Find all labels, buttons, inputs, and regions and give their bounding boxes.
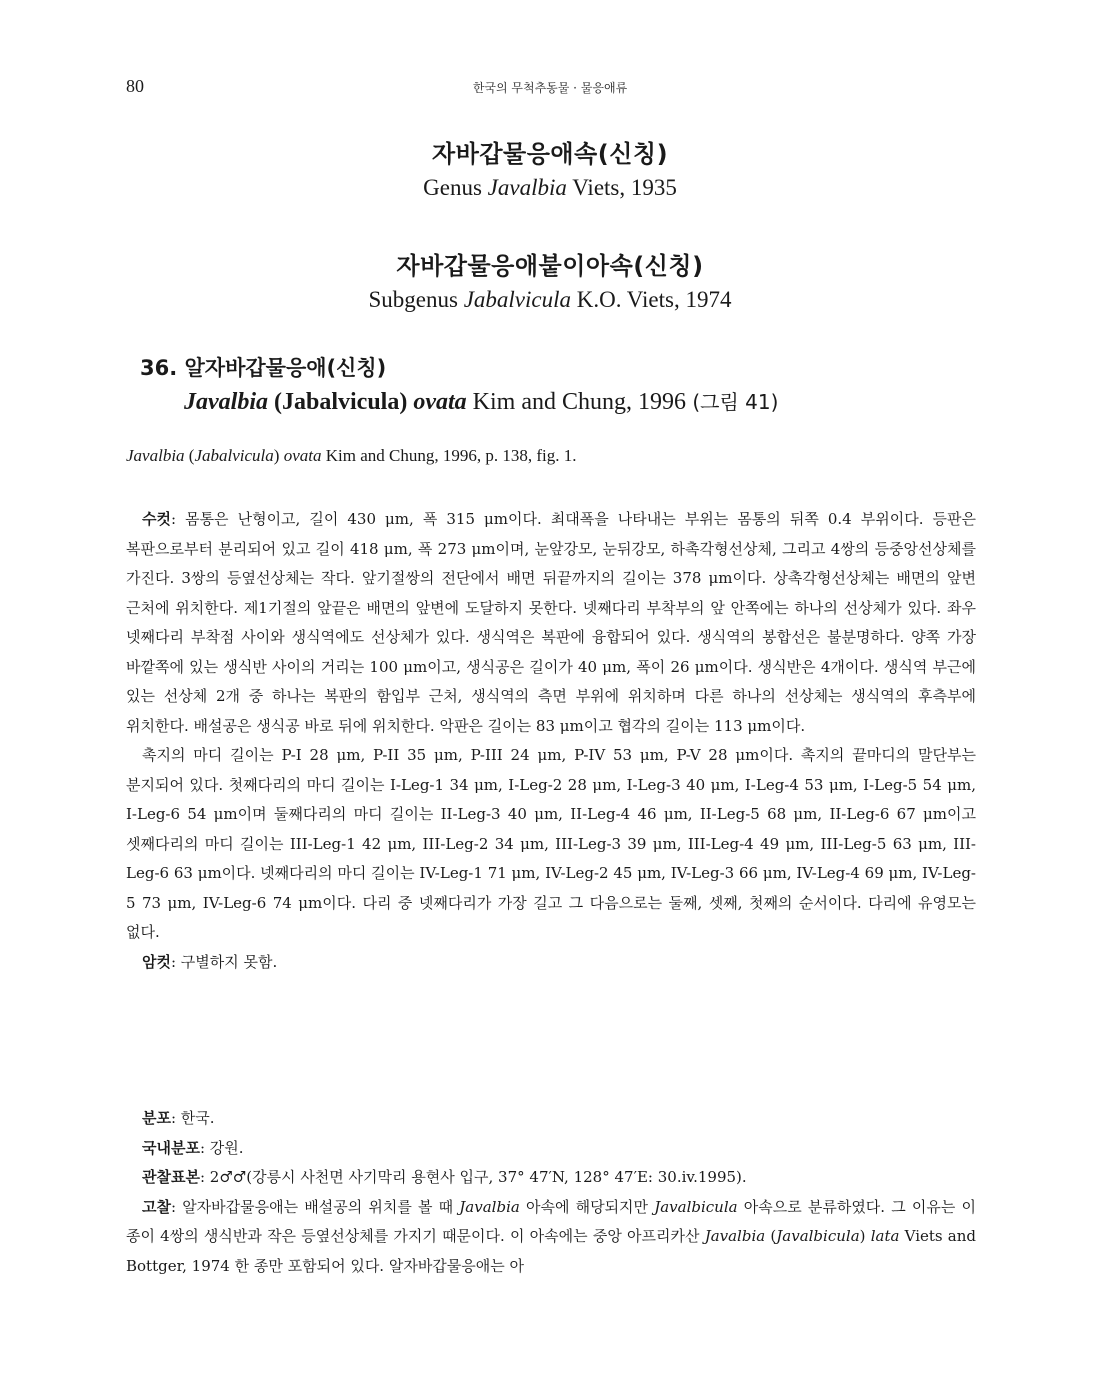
genus-latin-name: Genus Javalbia Viets, 1935 — [423, 175, 677, 200]
distribution-section — [126, 1104, 976, 1281]
page-number: 80 — [126, 76, 144, 96]
figure-reference: (그림 41) — [686, 390, 779, 414]
genus-korean-name: 자바갑물응애속(신칭) — [431, 140, 669, 168]
remarks: 고찰: 알자바갑물응애는 배설공의 위치를 볼 때 Javalbia 아속에 해당되지만 Javalbicula 아속으로 분류하였다. 그 이유는 이 종이 4쌍의 생식반과 작은 등옆선상체를 가지기 때문이다. 이 아속에는 중앙 아프리카산 Javalbia (Javalbicula) lata Viets and Bottger, 1974 한 종만 포함되어 있다. 알자바갑물응애는 아 — [126, 1197, 976, 1275]
male-description: 수컷: 몸통은 난형이고, 길이 430 μm, 폭 315 μm이다. 최대폭을 나타내는 부위는 몸통의 뒤쪽 0.4 부위이다. 등판은 복판으로부터 분리되어 있고 길이 418 μm, 폭 273 μm이며, 눈앞강모, 눈뒤강모, 하촉각형선상체, 그리고 4쌍의 등중앙선상체를 가진다. 3쌍의 등옆선상체는 작다. 앞기절쌍의 전단에서 배면 뒤끝까지의 길이는 378 μm이다. 상촉각형선상체는 배면의 앞변 근처에 위치한다. 제1기절의 앞끝은 배면의 앞변에 도달하지 못한다. 넷째다리 부착부의 앞 안쪽에는 하나의 선상체가 있다. 좌우 넷째다리 부착점 사이와 생식역에도 선상체가 있다. 생식역은 복판에 융합되어 있다. 생식역의 봉합선은 불분명하다. 양쪽 가장 바깥쪽에 있는 생식반 사이의 거리는 100 μm이고, 생식공은 길이가 40 μm, 폭이 26 μm이다. 생식반은 4개이다. 생식역 부근에 있는 선상체 2개 중 하나는 복판의 함입부 근처, 생식역의 측면 부위에 위치하며 다른 하나의 선상체는 생식역의 후측부에 위치한다. 배설공은 생식공 바로 뒤에 위치한다. 악판은 길이는 83 μm이고 협각의 길이는 113 μm이다. — [126, 510, 976, 735]
female-description: 암컷: 구별하지 못함. — [142, 952, 278, 971]
specimens-examined: 관찰표본: 2♂♂(강릉시 사천면 사기막리 용현사 입구, 37° 47′N, 128° 47′E: 30.iv.1995). — [142, 1168, 747, 1186]
species-latin-name: Javalbia (Jabalvicula) ovata Kim and Chung, 1996 (그림 41) — [184, 389, 779, 415]
running-head: 한국의 무척추동물 · 물응애류 — [472, 81, 628, 95]
domestic-distribution: 국내분포: 강원. — [142, 1138, 244, 1157]
species-heading — [140, 352, 778, 416]
description-body — [126, 505, 976, 977]
subgenus-korean-name: 자바갑물응애붙이아속(신칭) — [396, 252, 704, 280]
species-korean-name: 36. 알자바갑물응애(신칭) — [140, 356, 387, 380]
subgenus-latin-name: Subgenus Jabalvicula K.O. Viets, 1974 — [368, 287, 732, 312]
distribution: 분포: 한국. — [142, 1109, 215, 1127]
genus-heading — [0, 134, 1100, 201]
literature-citation: Javalbia (Jabalvicula) ovata Kim and Chung, 1996, p. 138, fig. 1. — [126, 446, 577, 465]
leg-measurements: 촉지의 마디 길이는 P-I 28 μm, P-II 35 μm, P-III 24 μm, P-IV 53 μm, P-V 28 μm이다. 촉지의 끝마디의 말단부는 분지되어 있다. 첫째다리의 마디 길이는 I-Leg-1 34 μm, I-Leg-2 28 μm, I-Leg-3 40 μm, I-Leg-4 53 μm, I-Leg-5 54 μm, I-Leg-6 54 μm이며 둘째다리의 마디 길이는 II-Leg-3 40 μm, II-Leg-4 46 μm, II-Leg-5 68 μm, II-Leg-6 67 μm이고 셋째다리의 마디 길이는 III-Leg-1 42 μm, III-Leg-2 34 μm, III-Leg-3 39 μm, III-Leg-4 49 μm, III-Leg-5 63 μm, III-Leg-6 63 μm이다. 넷째다리의 마디 길이는 IV-Leg-1 71 μm, IV-Leg-2 45 μm, IV-Leg-3 66 μm, IV-Leg-4 69 μm, IV-Leg-5 73 μm, IV-Leg-6 74 μm이다. 다리 중 넷째다리가 가장 길고 그 다음으로는 둘째, 셋째, 첫째의 순서이다. 다리에 유영모는 없다. — [126, 746, 976, 941]
subgenus-heading — [0, 246, 1100, 313]
